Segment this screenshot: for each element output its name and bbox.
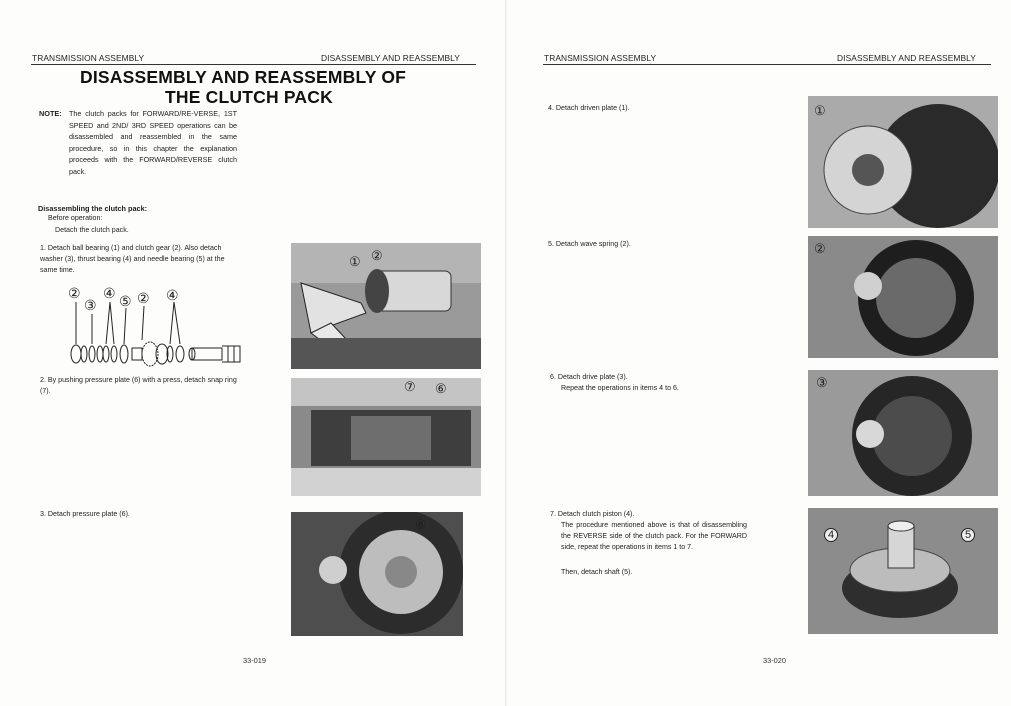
photo4-callout-1: ① [814, 103, 826, 118]
step-1-text: 1. Detach ball bearing (1) and clutch gear (2). Also detach washer (3), thrust bearing (4) and needle bearing (5) at the same time. [40, 244, 225, 275]
photo-7-graphic [808, 508, 998, 634]
exploded-diagram-svg [62, 282, 252, 372]
photo1-callout-1: ① [349, 254, 361, 269]
diagram-callout-5: ⑤ [119, 293, 132, 309]
left-header-rule [31, 64, 476, 65]
photo7-callout-4: 4 [824, 528, 838, 542]
photo-6-graphic [808, 370, 998, 496]
photo6-callout-3: ③ [816, 375, 828, 390]
page-title-line2: THE CLUTCH PACK [165, 87, 333, 107]
photo1-callout-2: ② [371, 248, 383, 263]
step-6-text: 6. Detach drive plate (3). [550, 373, 628, 381]
before-operation-text: Detach the clutch pack. [55, 226, 129, 234]
exploded-parts-diagram [62, 282, 252, 372]
page-number-left: 33-019 [243, 656, 267, 665]
step-2-text: 2. By pushing pressure plate (6) with a press, detach snap ring (7). [40, 376, 237, 396]
photo-step-1 [291, 243, 481, 369]
photo-step-7 [808, 508, 998, 634]
left-header-topic: DISASSEMBLY AND REASSEMBLY [321, 53, 460, 63]
diagram-callout-2b: ② [137, 290, 150, 306]
diagram-callout-3: ③ [84, 297, 97, 313]
step-4-text: 4. Detach driven plate (1). [548, 104, 630, 112]
photo-step-3 [291, 512, 463, 636]
photo-1-graphic [291, 243, 481, 369]
step-7-body: The procedure mentioned above is that of disassembling the REVERSE side of the clutch pack. For the FORWARD side, repeat the operations in items 1 to 7. [561, 521, 747, 552]
left-header-section: TRANSMISSION ASSEMBLY [32, 53, 145, 63]
before-operation-label: Before operation: [48, 214, 103, 222]
photo-step-6 [808, 370, 998, 496]
right-page [507, 0, 1011, 706]
step-7-last: Then, detach shaft (5). [561, 568, 633, 576]
photo2-callout-6: ⑥ [435, 381, 447, 396]
diagram-callout-2a: ② [68, 285, 81, 301]
photo5-callout-2: ② [814, 241, 826, 256]
photo-step-4 [808, 96, 998, 228]
step-6-repeat-text: Repeat the operations in items 4 to 6. [561, 384, 679, 392]
diagram-callout-4a: ④ [103, 285, 116, 301]
page-title-line1: DISASSEMBLY AND REASSEMBLY OF [80, 67, 407, 87]
step-7-title: 7. Detach clutch piston (4). [550, 510, 635, 518]
right-header-rule [543, 64, 991, 65]
note-text: The clutch packs for FORWARD/RE-VERSE, 1ST SPEED and 2ND/ 3RD SPEED operations can be disassembled and reassembled in the same procedure, so in this chapter the explanation proceeds with the FORWARD/REVERSE clutch pack. [69, 109, 237, 176]
step-5-text: 5. Detach wave spring (2). [548, 240, 631, 248]
photo3-callout-6: ⑥ [415, 517, 427, 532]
photo-3-graphic [291, 512, 463, 636]
step-3-text: 3. Detach pressure plate (6). [40, 510, 130, 518]
page-number-right: 33-020 [763, 656, 787, 665]
section-heading: Disassembling the clutch pack: [38, 204, 148, 213]
note-label: NOTE: [39, 109, 62, 118]
right-header-topic: DISASSEMBLY AND REASSEMBLY [837, 53, 976, 63]
right-header-section: TRANSMISSION ASSEMBLY [544, 53, 657, 63]
photo-step-5 [808, 236, 998, 358]
photo-2-graphic [291, 378, 481, 496]
photo2-callout-7: ⑦ [404, 379, 416, 394]
photo7-callout-5: 5 [961, 528, 975, 542]
photo-step-2 [291, 378, 481, 496]
diagram-callout-4b: ④ [166, 287, 179, 303]
photo-4-graphic [808, 96, 998, 228]
photo-5-graphic [808, 236, 998, 358]
